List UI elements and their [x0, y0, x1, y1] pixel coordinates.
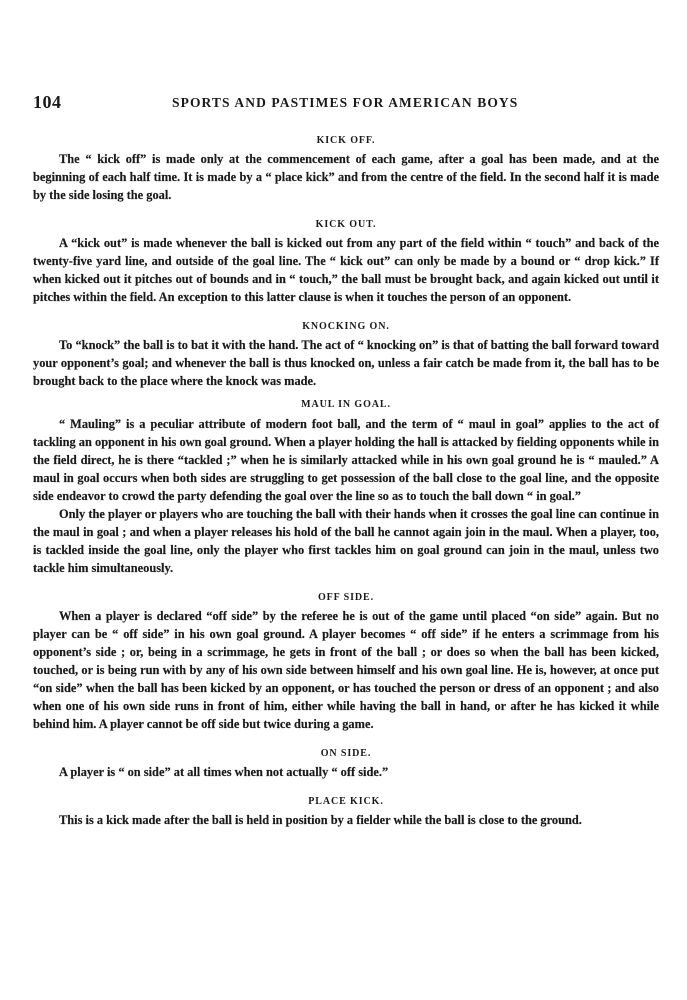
section-heading-off-side: OFF SIDE. [317, 592, 375, 603]
section-heading-kick-off: KICK OFF. [316, 135, 376, 146]
section-heading-place-kick: PLACE KICK. [308, 796, 384, 807]
running-header [33, 92, 660, 116]
paragraph-knocking-on: To “knock” the ball is to bat it with the hand. The act of “ knocking on” is that of batting the ball forward toward your opponent’s goal; and whenever the ball is thus knocked on, unless a fair catch be made from it, the ball has to be brought back to the place where the knock was made. [33, 338, 659, 388]
running-title: SPORTS AND PASTIMES FOR AMERICAN BOYS [172, 95, 519, 110]
paragraph-maul-in-goal-2: Only the player or players who are touching the ball with their hands when it crosses the goal line can continue in the maul in goal ; and when a player releases his hold of the ball he cannot again join in the maul. When a player, too, is tackled inside the goal line, only the player who first tackles him on goal ground can join in the maul, unless two tackle him simultaneously. [33, 507, 659, 575]
section-heading-knocking-on: KNOCKING ON. [302, 321, 390, 332]
section-heading-on-side: ON SIDE. [320, 748, 372, 759]
page-number: 104 [33, 92, 62, 112]
section-heading-kick-out: KICK OUT. [315, 219, 377, 230]
paragraph-on-side: A player is “ on side” at all times when not actually “ off side.” [59, 765, 389, 779]
paragraph-place-kick: This is a kick made after the ball is held in position by a fielder while the ball is close to the ground. [59, 813, 582, 827]
page-body [33, 133, 659, 829]
paragraph-off-side: When a player is declared “off side” by the referee he is out of the game until placed “on side” again. But no player can be “ off side” in his own goal ground. A player becomes “ off side” if he enters a scrimmage from his opponent’s side ; or, being in a scrimmage, he gets in front of the ball ; or does so when the ball has been kicked, touched, or is being run with by any of his own side between himself and his own goal line. He is, however, at once put “on side” when the ball has been kicked by an opponent, or has touched the person or dress of an opponent ; and also when one of his own side runs in front of him, either while having the ball in hand, or after he has kicked it while behind him. A player cannot be off side but twice during a game. [33, 609, 659, 731]
paragraph-maul-in-goal-1: “ Mauling” is a peculiar attribute of modern foot ball, and the term of “ maul in goal” applies to the act of tackling an opponent in his own goal ground. When a player holding the hall is attacked by fielding opponents while in the field direct, he is there “tackled ;” when he is similarly attacked while in his own goal ground he is “ mauled.” A maul in goal occurs when both sides are struggling to get possession of the ball close to the goal line, and the opposite side endeavor to crowd the party defending the goal over the line so as to touch the ball down “ in goal.” [33, 417, 659, 503]
section-heading-maul-in-goal: MAUL IN GOAL. [301, 399, 391, 410]
paragraph-kick-off: The “ kick off” is made only at the commencement of each game, after a goal has been made, and at the beginning of each half time. It is made by a “ place kick” and from the centre of the field. In the second half it is made by the side losing the goal. [33, 152, 659, 202]
paragraph-kick-out: A “kick out” is made whenever the ball is kicked out from any part of the field within “ touch” and back of the twenty-five yard line, and outside of the goal line. The “ kick out” can only be made by a bound or “ drop kick.” If when kicked out it pitches out of bounds and in “ touch,” the ball must be brought back, and again kicked out until it pitches within the field. An exception to this latter clause is when it touches the person of an opponent. [33, 236, 659, 304]
